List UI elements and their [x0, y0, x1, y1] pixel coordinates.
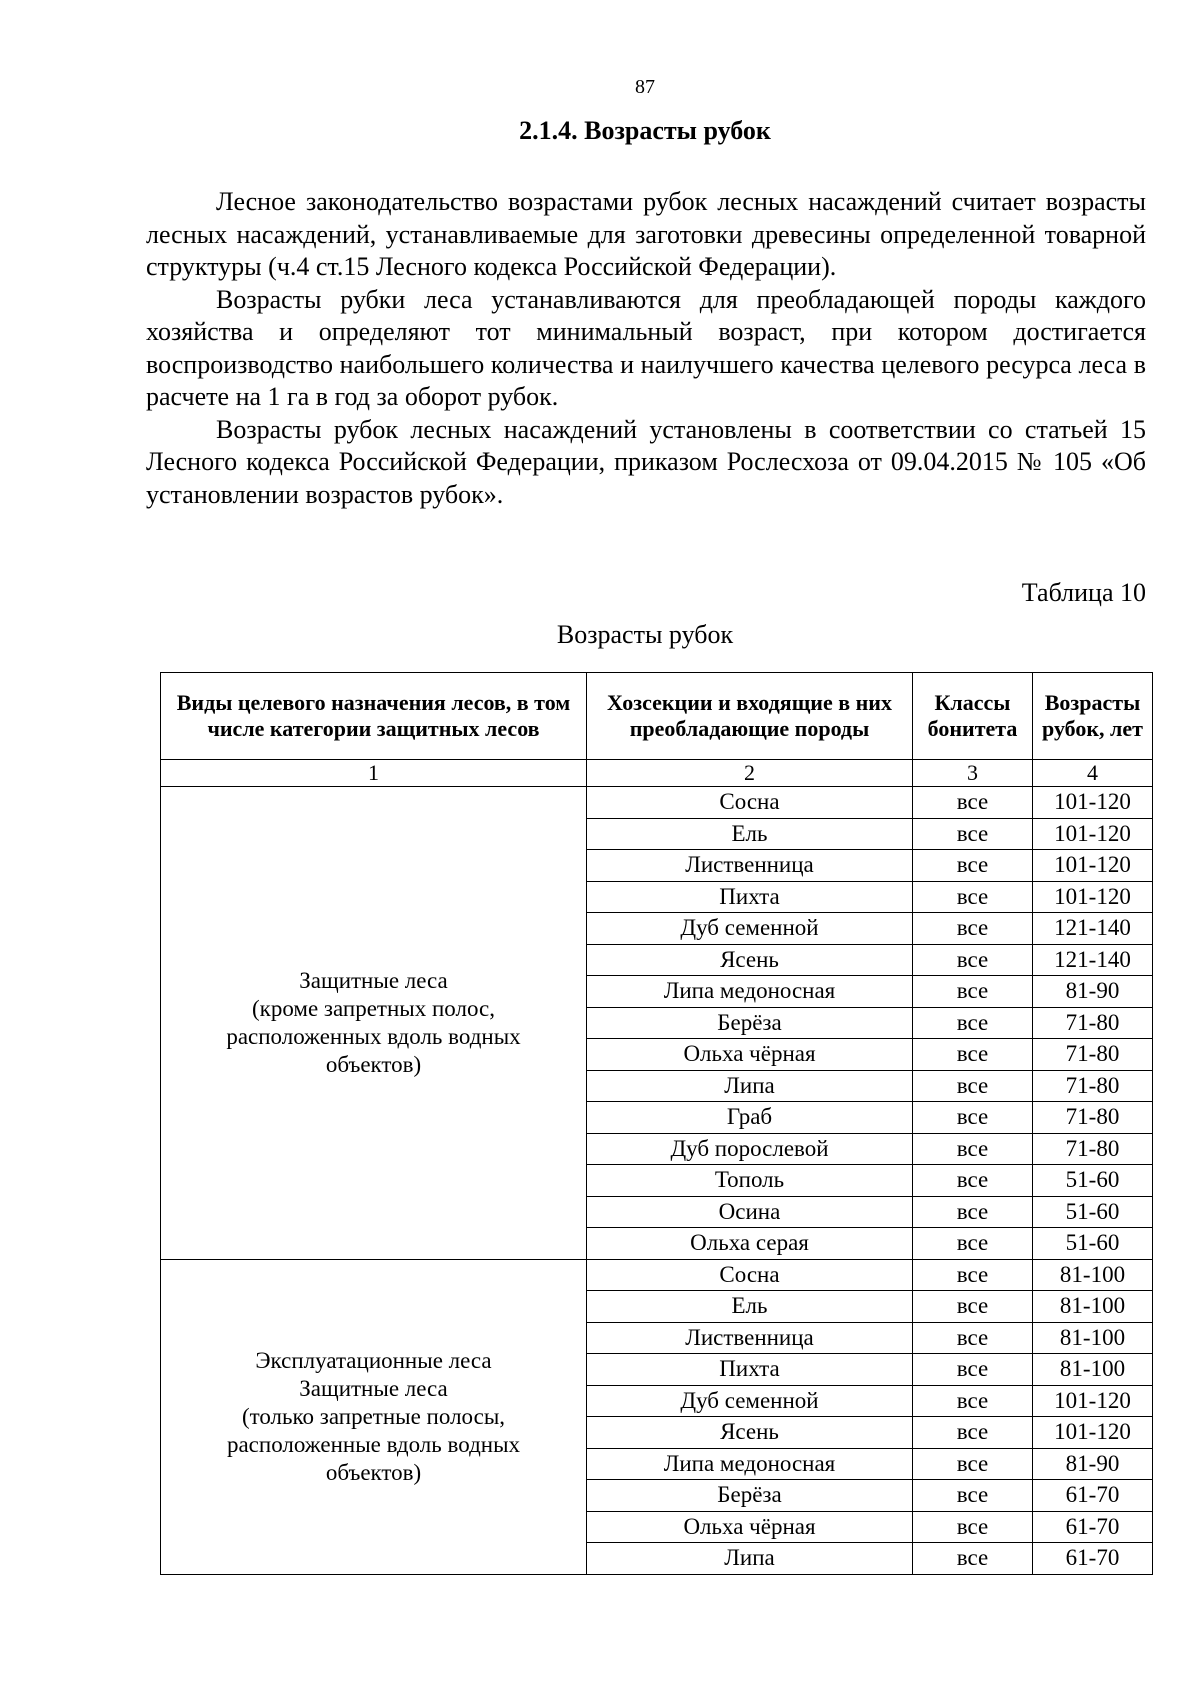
paragraph-3: Возрасты рубок лесных насаждений установлены в соответствии со статьей 15 Лесного кодекса Российской Федерации, приказом Рослесхоза от 09.04.2015 № 105 «Об установлении возрастов рубок». — [146, 414, 1146, 509]
bonitet-class-cell: все — [913, 1228, 1033, 1260]
forest-purpose-line: расположенных вдоль водных — [226, 1023, 521, 1049]
header-bonitet-class: Классы бонитета — [913, 673, 1033, 760]
header-forest-purpose: Виды целевого назначения лесов, в том числе категории защитных лесов — [161, 673, 587, 760]
cutting-age-cell: 121-140 — [1033, 913, 1153, 945]
bonitet-class-cell: все — [913, 1291, 1033, 1323]
cutting-age-cell: 81-100 — [1033, 1259, 1153, 1291]
cutting-age-cell: 81-90 — [1033, 976, 1153, 1008]
cutting-age-cell: 61-70 — [1033, 1511, 1153, 1543]
species-cell: Берёза — [587, 1007, 913, 1039]
cutting-age-cell: 121-140 — [1033, 944, 1153, 976]
bonitet-class-cell: все — [913, 1133, 1033, 1165]
forest-purpose-line: (кроме запретных полос, — [252, 995, 495, 1021]
species-cell: Липа — [587, 1543, 913, 1575]
cutting-age-cell: 71-80 — [1033, 1039, 1153, 1071]
cutting-age-cell: 71-80 — [1033, 1102, 1153, 1134]
paragraph-2: Возрасты рубки леса устанавливаются для преобладающей породы каждого хозяйства и определяют тот минимальный возраст, при котором достигается воспроизводство наибольшего количества и наилучшего качества целевого ресурса леса в расчете на 1 га в год за оборот рубок. — [146, 284, 1146, 411]
bonitet-class-cell: все — [913, 1196, 1033, 1228]
column-number-row — [161, 760, 1153, 787]
header-cutting-age: Возрасты рубок, лет — [1033, 673, 1153, 760]
cutting-age-cell: 61-70 — [1033, 1480, 1153, 1512]
cutting-age-cell: 81-100 — [1033, 1291, 1153, 1323]
forest-purpose-line: объектов) — [325, 1051, 422, 1077]
bonitet-class-cell: все — [913, 787, 1033, 819]
section-title: 2.1.4. Возрасты рубок — [519, 116, 771, 145]
bonitet-class-cell: все — [913, 1385, 1033, 1417]
species-cell: Липа медоносная — [587, 1448, 913, 1480]
table-title: Возрасты рубок — [556, 620, 734, 649]
cutting-age-cell: 101-120 — [1033, 1385, 1153, 1417]
table-label: Таблица 10 — [1021, 578, 1146, 607]
column-number: 4 — [1033, 760, 1153, 787]
bonitet-class-cell: все — [913, 1007, 1033, 1039]
species-cell: Ольха серая — [587, 1228, 913, 1260]
species-cell: Ольха чёрная — [587, 1039, 913, 1071]
species-cell: Ель — [587, 818, 913, 850]
column-number: 3 — [913, 760, 1033, 787]
table-row — [161, 1259, 1153, 1291]
cutting-age-table — [160, 672, 1153, 1575]
species-cell: Лиственница — [587, 1322, 913, 1354]
species-cell: Липа — [587, 1070, 913, 1102]
column-number: 2 — [587, 760, 913, 787]
forest-purpose-line: Защитные леса — [299, 1375, 448, 1401]
page-number: 87 — [635, 76, 655, 98]
cutting-age-cell: 61-70 — [1033, 1543, 1153, 1575]
cutting-age-cell: 81-100 — [1033, 1354, 1153, 1386]
forest-purpose-cell — [161, 1259, 587, 1574]
bonitet-class-cell: все — [913, 1165, 1033, 1197]
cutting-age-cell: 51-60 — [1033, 1196, 1153, 1228]
cutting-age-cell: 51-60 — [1033, 1165, 1153, 1197]
cutting-age-cell: 101-120 — [1033, 850, 1153, 882]
bonitet-class-cell: все — [913, 850, 1033, 882]
cutting-age-cell: 51-60 — [1033, 1228, 1153, 1260]
column-number: 1 — [161, 760, 587, 787]
bonitet-class-cell: все — [913, 944, 1033, 976]
cutting-age-cell: 101-120 — [1033, 881, 1153, 913]
species-cell: Берёза — [587, 1480, 913, 1512]
forest-purpose-line: Защитные леса — [299, 967, 448, 993]
forest-purpose-line: объектов) — [325, 1459, 422, 1485]
bonitet-class-cell: все — [913, 913, 1033, 945]
bonitet-class-cell: все — [913, 1259, 1033, 1291]
bonitet-class-cell: все — [913, 881, 1033, 913]
table-header-row — [161, 673, 1153, 760]
species-cell: Ясень — [587, 944, 913, 976]
bonitet-class-cell: все — [913, 1039, 1033, 1071]
species-cell: Ольха чёрная — [587, 1511, 913, 1543]
header-species: Хозсекции и входящие в них преобладающие породы — [587, 673, 913, 760]
species-cell: Осина — [587, 1196, 913, 1228]
bonitet-class-cell: все — [913, 1511, 1033, 1543]
bonitet-class-cell: все — [913, 1070, 1033, 1102]
species-cell: Граб — [587, 1102, 913, 1134]
table-body — [161, 787, 1153, 1575]
species-cell: Лиственница — [587, 850, 913, 882]
paragraph-1: Лесное законодательство возрастами рубок лесных насаждений считает возрасты лесных насаждений, устанавливаемые для заготовки древесины определенной товарной структуры (ч.4 ст.15 Лесного кодекса Российской Федерации). — [146, 187, 1146, 281]
forest-purpose-cell — [161, 787, 587, 1260]
species-cell: Дуб порослевой — [587, 1133, 913, 1165]
cutting-age-cell: 71-80 — [1033, 1007, 1153, 1039]
forest-purpose-line: (только запретные полосы, — [241, 1403, 506, 1429]
cutting-age-cell: 101-120 — [1033, 818, 1153, 850]
table-row — [161, 787, 1153, 819]
species-cell: Дуб семенной — [587, 913, 913, 945]
bonitet-class-cell: все — [913, 1480, 1033, 1512]
bonitet-class-cell: все — [913, 1448, 1033, 1480]
bonitet-class-cell: все — [913, 1322, 1033, 1354]
species-cell: Пихта — [587, 1354, 913, 1386]
species-cell: Ясень — [587, 1417, 913, 1449]
bonitet-class-cell: все — [913, 976, 1033, 1008]
body-text — [146, 186, 1146, 511]
cutting-age-cell: 81-100 — [1033, 1322, 1153, 1354]
species-cell: Сосна — [587, 1259, 913, 1291]
cutting-age-cell: 101-120 — [1033, 787, 1153, 819]
bonitet-class-cell: все — [913, 818, 1033, 850]
bonitet-class-cell: все — [913, 1543, 1033, 1575]
forest-purpose-line: Эксплуатационные леса — [255, 1347, 492, 1373]
species-cell: Сосна — [587, 787, 913, 819]
cutting-age-cell: 71-80 — [1033, 1133, 1153, 1165]
bonitet-class-cell: все — [913, 1102, 1033, 1134]
cutting-age-cell: 81-90 — [1033, 1448, 1153, 1480]
species-cell: Липа медоносная — [587, 976, 913, 1008]
species-cell: Пихта — [587, 881, 913, 913]
forest-purpose-line: расположенные вдоль водных — [226, 1431, 521, 1457]
cutting-age-cell: 101-120 — [1033, 1417, 1153, 1449]
bonitet-class-cell: все — [913, 1417, 1033, 1449]
cutting-age-cell: 71-80 — [1033, 1070, 1153, 1102]
species-cell: Ель — [587, 1291, 913, 1323]
species-cell: Тополь — [587, 1165, 913, 1197]
bonitet-class-cell: все — [913, 1354, 1033, 1386]
species-cell: Дуб семенной — [587, 1385, 913, 1417]
